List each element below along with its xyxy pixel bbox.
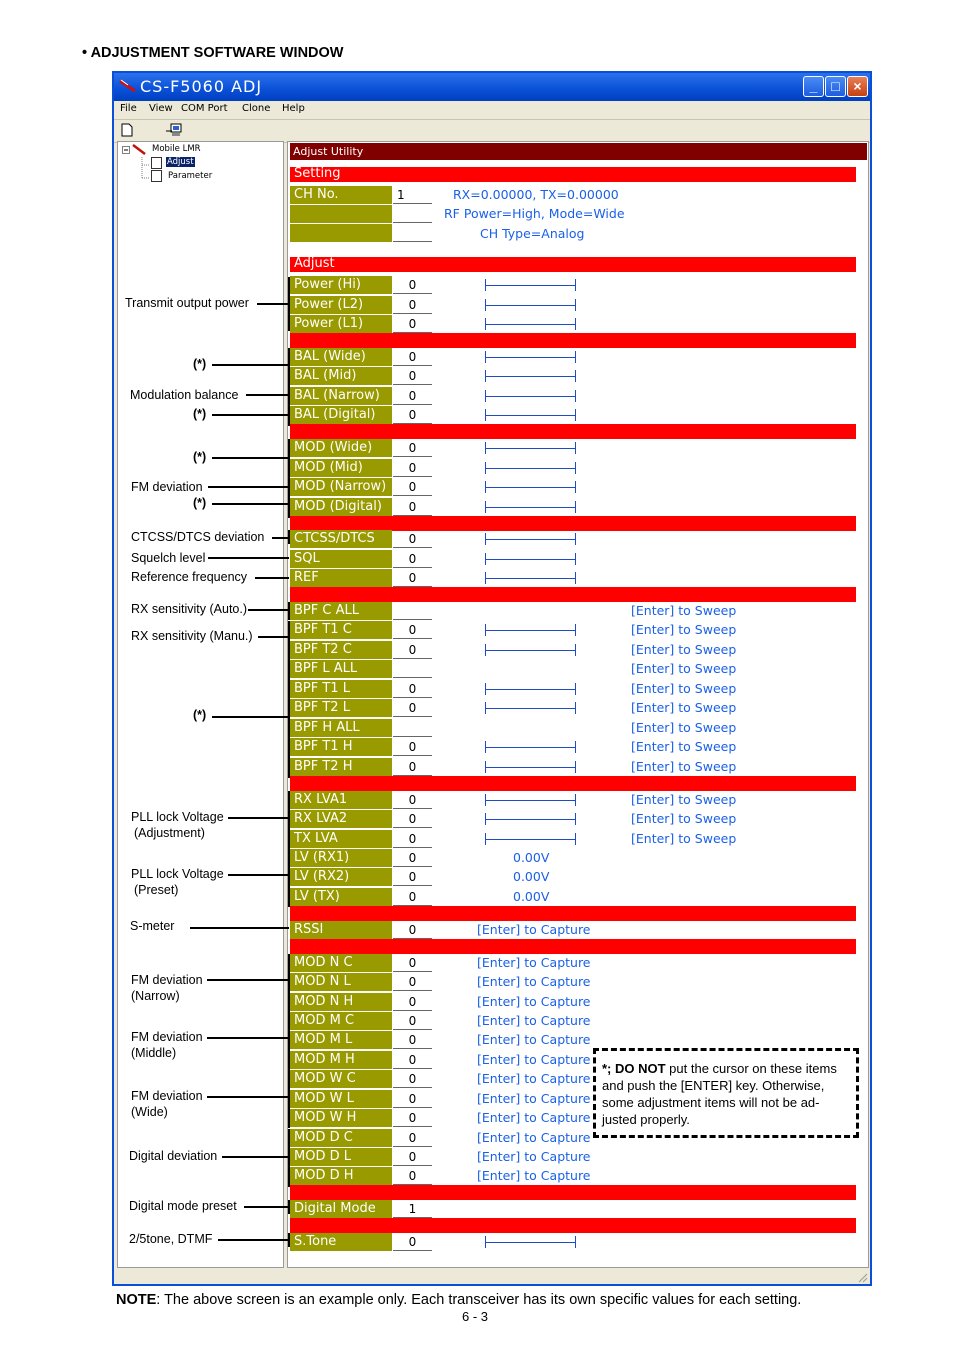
callout-label: Transmit output power bbox=[125, 296, 249, 310]
adjust-item-label[interactable]: Power (Hi) bbox=[290, 276, 392, 294]
callout-bracket bbox=[288, 478, 292, 498]
adjust-item-action: [Enter] to Capture bbox=[477, 922, 591, 937]
ch-type-info: CH Type=Analog bbox=[480, 226, 585, 241]
callout-label: Reference frequency bbox=[131, 570, 248, 584]
tree-item-parameter[interactable]: Parameter bbox=[168, 171, 213, 181]
close-icon: × bbox=[853, 78, 862, 94]
adjust-item-label[interactable]: Power (L2) bbox=[290, 296, 392, 314]
section-separator bbox=[290, 333, 856, 348]
parameter-icon bbox=[151, 170, 162, 182]
adjust-item-value[interactable]: 0 bbox=[393, 276, 432, 294]
adjust-item-label[interactable]: RSSI bbox=[290, 921, 392, 939]
status-bar bbox=[114, 1268, 870, 1284]
callout-label: (Preset) bbox=[134, 883, 179, 897]
adjust-item-label[interactable]: BPF T2 H bbox=[290, 758, 392, 776]
adjust-item-value[interactable]: 0 bbox=[393, 888, 432, 906]
callout-label: PLL lock Voltage bbox=[131, 810, 224, 824]
section-separator bbox=[290, 1218, 856, 1233]
adjust-item-label[interactable]: RX LVA2 bbox=[290, 810, 392, 828]
callout-label: RX sensitivity (Manu.) bbox=[131, 629, 253, 643]
callout-bracket bbox=[288, 1129, 292, 1187]
leader-line bbox=[212, 414, 289, 416]
callout-bracket bbox=[288, 602, 292, 620]
section-separator bbox=[290, 939, 856, 954]
menu-bar bbox=[114, 101, 870, 119]
adjust-item-label[interactable]: MOD M H bbox=[290, 1051, 392, 1069]
callout-bracket bbox=[288, 387, 292, 406]
adjust-slider[interactable] bbox=[485, 683, 576, 695]
adjust-item-label[interactable]: MOD (Wide) bbox=[290, 439, 392, 457]
adjust-item-label[interactable]: BPF T1 L bbox=[290, 680, 392, 698]
adjust-item-action: [Enter] to Sweep bbox=[631, 759, 737, 774]
callout-bracket bbox=[288, 1233, 292, 1247]
adjust-slider[interactable] bbox=[485, 644, 576, 656]
adjust-item-action: [Enter] to Sweep bbox=[631, 661, 737, 676]
minimize-button[interactable] bbox=[803, 76, 824, 97]
callout-bracket bbox=[288, 954, 292, 1012]
adjust-item-value[interactable]: 0 bbox=[393, 315, 432, 333]
leader-line bbox=[222, 1156, 289, 1158]
toolbar bbox=[114, 119, 870, 143]
adjust-item-action: [Enter] to Capture bbox=[477, 1168, 591, 1183]
leader-line bbox=[208, 486, 289, 488]
asterisk-callout: (*) bbox=[193, 357, 207, 371]
adjust-slider[interactable] bbox=[485, 462, 576, 474]
menu-help[interactable]: Help bbox=[282, 103, 305, 114]
callout-label: Modulation balance bbox=[130, 388, 239, 402]
leader-line bbox=[246, 394, 289, 396]
leader-line bbox=[212, 503, 289, 505]
adjust-slider[interactable] bbox=[485, 501, 576, 513]
adjust-item-label[interactable]: MOD W C bbox=[290, 1070, 392, 1088]
tree-root[interactable]: Mobile LMR bbox=[152, 144, 201, 154]
adjust-item-label[interactable]: MOD (Narrow) bbox=[290, 478, 392, 496]
adjust-slider[interactable] bbox=[485, 370, 576, 382]
leader-line bbox=[258, 636, 289, 638]
leader-line bbox=[228, 817, 289, 819]
adjust-item-action: [Enter] to Sweep bbox=[631, 831, 737, 846]
adjust-item-value[interactable]: 0 bbox=[393, 738, 432, 756]
adjust-slider[interactable] bbox=[485, 553, 576, 565]
adjust-item-label[interactable]: SQL bbox=[290, 550, 392, 568]
adjust-item-action: [Enter] to Capture bbox=[477, 1091, 591, 1106]
adjust-item-label[interactable]: BPF T1 C bbox=[290, 621, 392, 639]
callout-bracket bbox=[288, 1070, 292, 1128]
adjust-item-value[interactable]: 0 bbox=[393, 1233, 432, 1251]
section-separator bbox=[290, 587, 856, 602]
footnote-text: : The above screen is an example only. Each transceiver has its own specific values for each setting. bbox=[156, 1292, 802, 1308]
adjust-item-action: [Enter] to Capture bbox=[477, 974, 591, 989]
adjust-item-action: [Enter] to Sweep bbox=[631, 622, 737, 637]
adjust-item-label[interactable]: Power (L1) bbox=[290, 315, 392, 333]
adjust-item-action: [Enter] to Capture bbox=[477, 1013, 591, 1028]
adjust-section-bar bbox=[290, 257, 856, 272]
window-title: CS-F5060 ADJ bbox=[140, 77, 263, 96]
adjust-item-label[interactable]: REF bbox=[290, 569, 392, 587]
adjust-item-action: 0.00V bbox=[513, 869, 550, 884]
adjust-item-label[interactable]: BPF H ALL bbox=[290, 719, 392, 737]
adjust-item-label[interactable]: LV (TX) bbox=[290, 888, 392, 906]
adjust-item-value[interactable]: 0 bbox=[393, 830, 432, 848]
adjust-item-value[interactable]: 0 bbox=[393, 367, 432, 385]
adjust-item-value[interactable]: 0 bbox=[393, 810, 432, 828]
adjust-slider[interactable] bbox=[485, 572, 576, 584]
leader-line bbox=[244, 1206, 289, 1208]
callout-bracket bbox=[288, 1012, 292, 1070]
adjust-slider[interactable] bbox=[485, 481, 576, 493]
adjust-slider[interactable] bbox=[485, 624, 576, 636]
adjust-item-action: [Enter] to Capture bbox=[477, 1110, 591, 1125]
rx-tx-info: RX=0.00000, TX=0.00000 bbox=[453, 187, 619, 202]
leader-line bbox=[257, 303, 289, 305]
callout-bracket bbox=[288, 367, 292, 387]
callout-label: PLL lock Voltage bbox=[131, 867, 224, 881]
note-box bbox=[593, 1048, 859, 1138]
adjust-item-value[interactable]: 1 bbox=[393, 1200, 432, 1218]
title-bar[interactable] bbox=[114, 73, 870, 101]
callout-bracket bbox=[288, 348, 292, 367]
section-separator bbox=[290, 1185, 856, 1200]
leader-line bbox=[228, 874, 289, 876]
tree-item-adjust[interactable]: Adjust bbox=[167, 157, 194, 167]
footnote bbox=[116, 1292, 801, 1308]
adjust-item-action: 0.00V bbox=[513, 850, 550, 865]
asterisk-callout: (*) bbox=[193, 450, 207, 464]
adjust-item-label[interactable]: BPF T1 H bbox=[290, 738, 392, 756]
adjust-item-label[interactable]: MOD D L bbox=[290, 1148, 392, 1166]
adjust-item-action: [Enter] to Sweep bbox=[631, 811, 737, 826]
adjust-item-action: [Enter] to Capture bbox=[477, 955, 591, 970]
callout-bracket bbox=[288, 406, 292, 426]
adjust-slider[interactable] bbox=[485, 533, 576, 545]
adjust-item-action: [Enter] to Sweep bbox=[631, 603, 737, 618]
app-icon bbox=[119, 79, 137, 98]
connect-button[interactable] bbox=[166, 123, 180, 137]
adjust-item-label[interactable]: RX LVA1 bbox=[290, 791, 392, 809]
adjust-icon bbox=[151, 157, 162, 169]
adjust-item-label[interactable]: BPF C ALL bbox=[290, 602, 392, 620]
adjust-item-label[interactable]: CTCSS/DTCS bbox=[290, 530, 392, 548]
leader-line bbox=[212, 364, 289, 366]
footnote-bold: NOTE bbox=[116, 1292, 157, 1308]
callout-bracket bbox=[288, 1200, 292, 1214]
adjust-item-label[interactable]: LV (RX2) bbox=[290, 868, 392, 886]
adjust-item-value[interactable]: 0 bbox=[393, 1012, 432, 1030]
adjust-item-label[interactable]: MOD M L bbox=[290, 1031, 392, 1049]
menu-clone[interactable]: Clone bbox=[242, 103, 271, 114]
callout-label: FM deviation bbox=[131, 1030, 203, 1044]
adjust-item-action: 0.00V bbox=[513, 889, 550, 904]
callout-bracket bbox=[288, 849, 292, 907]
menu-file[interactable]: File bbox=[120, 103, 137, 114]
setting-blank-1 bbox=[290, 205, 392, 223]
adjust-item-label[interactable]: MOD (Digital) bbox=[290, 498, 392, 516]
adjust-item-value[interactable]: 0 bbox=[393, 348, 432, 366]
maximize-icon: □ bbox=[831, 78, 840, 94]
asterisk-callout: (*) bbox=[193, 496, 207, 510]
page-number: 6 - 3 bbox=[462, 1309, 489, 1324]
callout-label: FM deviation bbox=[131, 1089, 203, 1103]
adjust-slider[interactable] bbox=[485, 741, 576, 753]
leader-line bbox=[212, 457, 289, 459]
adjust-slider[interactable] bbox=[485, 794, 576, 806]
callout-label: Digital mode preset bbox=[129, 1199, 237, 1213]
callout-bracket bbox=[288, 439, 292, 459]
adjust-slider[interactable] bbox=[485, 409, 576, 421]
callout-bracket bbox=[288, 660, 292, 778]
rf-power-info: RF Power=High, Mode=Wide bbox=[444, 206, 625, 221]
adjust-item-label[interactable]: TX LVA bbox=[290, 830, 392, 848]
adjust-slider[interactable] bbox=[485, 833, 576, 845]
note-lead: *; bbox=[602, 1061, 615, 1076]
adjust-slider[interactable] bbox=[485, 279, 576, 291]
adjust-item-value[interactable]: 0 bbox=[393, 791, 432, 809]
callout-bracket bbox=[288, 498, 292, 518]
leader-line bbox=[272, 537, 289, 539]
setting-section-bar bbox=[290, 167, 856, 182]
adjust-item-value[interactable]: 0 bbox=[393, 406, 432, 424]
adjust-item-label[interactable]: MOD W L bbox=[290, 1090, 392, 1108]
callout-label: Digital deviation bbox=[129, 1149, 218, 1163]
callout-bracket bbox=[288, 530, 292, 544]
adjust-item-value[interactable]: 0 bbox=[393, 993, 432, 1011]
adjust-item-value[interactable]: 0 bbox=[393, 530, 432, 548]
setting-label: Setting bbox=[294, 166, 341, 181]
adjust-item-label[interactable]: BAL (Digital) bbox=[290, 406, 392, 424]
callout-bracket bbox=[288, 277, 292, 331]
callout-label: 2/5tone, DTMF bbox=[129, 1232, 213, 1246]
adjust-item-label[interactable]: S.Tone bbox=[290, 1233, 392, 1251]
adjust-slider[interactable] bbox=[485, 813, 576, 825]
adjust-item-value[interactable]: 0 bbox=[393, 296, 432, 314]
leader-line bbox=[190, 927, 289, 929]
leader-line bbox=[218, 1239, 289, 1241]
callout-label: FM deviation bbox=[131, 973, 203, 987]
adjust-item-value[interactable]: 0 bbox=[393, 680, 432, 698]
adjust-slider[interactable] bbox=[485, 299, 576, 311]
adjust-item-label[interactable]: MOD N L bbox=[290, 973, 392, 991]
ch-no-field[interactable]: 1 bbox=[393, 186, 432, 204]
asterisk-callout: (*) bbox=[193, 708, 207, 722]
adjust-item-action: [Enter] to Capture bbox=[477, 1071, 591, 1086]
section-separator bbox=[290, 906, 856, 921]
adjust-item-value[interactable]: 0 bbox=[393, 569, 432, 587]
adjust-item-label[interactable]: BPF L ALL bbox=[290, 660, 392, 678]
adjust-item-action: [Enter] to Sweep bbox=[631, 739, 737, 754]
callout-bracket bbox=[288, 791, 292, 849]
adjust-item-action: [Enter] to Capture bbox=[477, 1032, 591, 1047]
adjust-item-value[interactable] bbox=[393, 660, 432, 678]
adjust-item-value[interactable]: 0 bbox=[393, 478, 432, 496]
callout-label: CTCSS/DTCS deviation bbox=[131, 530, 265, 544]
adjust-item-value[interactable]: 0 bbox=[393, 921, 432, 939]
callout-label: (Narrow) bbox=[131, 989, 180, 1003]
adjust-item-label[interactable]: MOD M C bbox=[290, 1012, 392, 1030]
callout-label: (Adjustment) bbox=[134, 826, 205, 840]
panel-header: Adjust Utility bbox=[290, 143, 867, 160]
note-text: put the cursor on these items and push the [ENTER] key. Otherwise, some adjustment items will not be ad-justed properly. bbox=[602, 1061, 837, 1127]
callout-label: FM deviation bbox=[131, 480, 203, 494]
leader-line bbox=[255, 577, 289, 579]
adjust-item-value[interactable] bbox=[393, 602, 432, 620]
adjust-slider[interactable] bbox=[485, 351, 576, 363]
callout-bracket bbox=[288, 459, 292, 478]
adjust-item-label[interactable]: MOD N C bbox=[290, 954, 392, 972]
adjust-item-value[interactable] bbox=[393, 719, 432, 737]
leader-line bbox=[212, 716, 289, 718]
menu-view[interactable]: View bbox=[149, 103, 173, 114]
callout-label: (Wide) bbox=[131, 1105, 168, 1119]
setting-blank-2 bbox=[290, 224, 392, 242]
adjust-item-action: [Enter] to Sweep bbox=[631, 642, 737, 657]
adjust-item-action: [Enter] to Sweep bbox=[631, 792, 737, 807]
adjust-item-value[interactable]: 0 bbox=[393, 973, 432, 991]
leader-line bbox=[207, 1037, 289, 1039]
callout-bracket bbox=[288, 621, 292, 660]
adjust-item-value[interactable]: 0 bbox=[393, 849, 432, 867]
adjust-item-action: [Enter] to Sweep bbox=[631, 681, 737, 696]
adjust-item-value[interactable]: 0 bbox=[393, 1148, 432, 1166]
adjust-item-value[interactable]: 0 bbox=[393, 758, 432, 776]
adjust-item-label[interactable]: MOD D H bbox=[290, 1167, 392, 1185]
adjust-item-action: [Enter] to Capture bbox=[477, 1130, 591, 1145]
adjust-item-label[interactable]: BAL (Wide) bbox=[290, 348, 392, 366]
adjust-item-label[interactable]: LV (RX1) bbox=[290, 849, 392, 867]
callout-label: (Middle) bbox=[131, 1046, 177, 1060]
callout-label: S-meter bbox=[130, 919, 175, 933]
adjust-item-label[interactable]: BPF T2 L bbox=[290, 699, 392, 717]
adjust-item-value[interactable]: 0 bbox=[393, 1167, 432, 1185]
resize-grip-icon[interactable] bbox=[856, 1271, 868, 1283]
adjust-item-label[interactable]: MOD N H bbox=[290, 993, 392, 1011]
section-separator bbox=[290, 516, 856, 531]
adjust-item-value[interactable]: 0 bbox=[393, 868, 432, 886]
adjust-item-value[interactable]: 0 bbox=[393, 1109, 432, 1127]
leader-line bbox=[208, 557, 289, 559]
adjust-slider[interactable] bbox=[485, 318, 576, 330]
adjust-item-action: [Enter] to Capture bbox=[477, 994, 591, 1009]
adjust-item-label[interactable]: Digital Mode bbox=[290, 1200, 392, 1218]
adjust-item-value[interactable]: 0 bbox=[393, 621, 432, 639]
adjust-item-value[interactable]: 0 bbox=[393, 387, 432, 405]
new-file-button[interactable] bbox=[120, 123, 134, 137]
new-file-icon bbox=[120, 123, 134, 137]
menu-com-port[interactable]: COM Port bbox=[181, 103, 228, 114]
adjust-item-value[interactable]: 0 bbox=[393, 439, 432, 457]
adjust-item-value[interactable]: 0 bbox=[393, 699, 432, 717]
adjust-item-action: [Enter] to Sweep bbox=[631, 720, 737, 735]
adjust-item-value[interactable]: 0 bbox=[393, 1031, 432, 1049]
adjust-label: Adjust bbox=[294, 256, 335, 271]
section-heading: • ADJUSTMENT SOFTWARE WINDOW bbox=[82, 45, 344, 61]
leader-line bbox=[207, 979, 289, 981]
leader-line bbox=[248, 609, 289, 611]
adjust-item-label[interactable]: BAL (Mid) bbox=[290, 367, 392, 385]
section-separator bbox=[290, 776, 856, 791]
adjust-slider[interactable] bbox=[485, 761, 576, 773]
adjust-item-label[interactable]: MOD W H bbox=[290, 1109, 392, 1127]
adjust-item-value[interactable]: 0 bbox=[393, 954, 432, 972]
adjust-item-value[interactable]: 0 bbox=[393, 641, 432, 659]
adjust-item-action: [Enter] to Capture bbox=[477, 1149, 591, 1164]
adjust-item-value[interactable]: 0 bbox=[393, 498, 432, 516]
adjust-item-value[interactable]: 0 bbox=[393, 550, 432, 568]
mobile-lmr-icon bbox=[132, 143, 146, 161]
adjust-item-label[interactable]: BPF T2 C bbox=[290, 641, 392, 659]
setting-blank-field-2 bbox=[393, 224, 432, 242]
adjust-slider[interactable] bbox=[485, 390, 576, 402]
adjust-item-label[interactable]: BAL (Narrow) bbox=[290, 387, 392, 405]
adjust-slider[interactable] bbox=[485, 442, 576, 454]
adjust-item-value[interactable]: 0 bbox=[393, 1129, 432, 1147]
maximize-button[interactable] bbox=[825, 76, 846, 97]
note-do-not: DO NOT bbox=[615, 1061, 666, 1076]
leader-line bbox=[207, 1096, 289, 1098]
minimize-icon: _ bbox=[809, 78, 818, 94]
connect-icon bbox=[166, 123, 182, 137]
asterisk-callout: (*) bbox=[193, 407, 207, 421]
callout-label: Squelch level bbox=[131, 551, 206, 565]
adjust-item-label[interactable]: MOD (Mid) bbox=[290, 459, 392, 477]
callout-label: RX sensitivity (Auto.) bbox=[131, 602, 248, 616]
adjust-item-label[interactable]: MOD D C bbox=[290, 1129, 392, 1147]
adjust-item-value[interactable]: 0 bbox=[393, 1051, 432, 1069]
adjust-item-value[interactable]: 0 bbox=[393, 459, 432, 477]
adjust-item-value[interactable]: 0 bbox=[393, 1070, 432, 1088]
adjust-item-action: [Enter] to Capture bbox=[477, 1052, 591, 1067]
close-button[interactable] bbox=[847, 76, 868, 97]
adjust-item-action: [Enter] to Sweep bbox=[631, 700, 737, 715]
ch-no-label: CH No. bbox=[290, 186, 392, 204]
adjust-slider[interactable] bbox=[485, 702, 576, 714]
section-separator bbox=[290, 424, 856, 439]
adjust-slider[interactable] bbox=[485, 1236, 576, 1248]
adjust-item-value[interactable]: 0 bbox=[393, 1090, 432, 1108]
setting-blank-field-1 bbox=[393, 205, 432, 223]
